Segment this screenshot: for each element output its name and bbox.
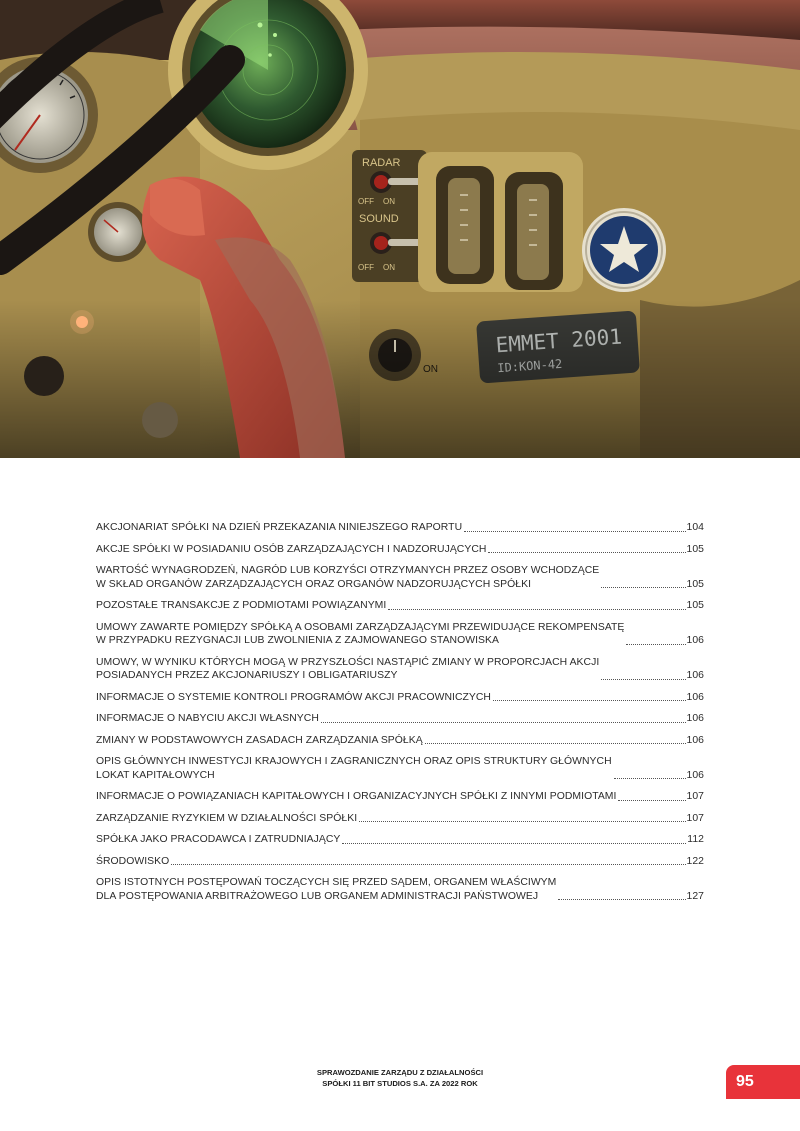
toc-entry-title <box>96 734 423 748</box>
toc-entry-title-line: INFORMACJE O NABYCIU AKCJI WŁASNYCH <box>96 713 319 724</box>
toc-entry-title <box>96 564 599 591</box>
toc-entry[interactable] <box>96 833 704 847</box>
toc-entry-title <box>96 812 357 826</box>
toc-entry-page: 106 <box>686 769 704 781</box>
toc-dot-leader <box>558 899 685 900</box>
toc-entry-title-line: SPÓŁKA JAKO PRACODAWCA I ZATRUDNIAJĄCY <box>96 834 341 845</box>
toc-entry-title-line: UMOWY ZAWARTE POMIĘDZY SPÓŁKĄ A OSOBAMI ZARZĄDZAJĄCYMI PRZEWIDUJĄCE REKOMPENSATĘ <box>96 621 625 633</box>
toc-entry-title <box>96 855 169 869</box>
toc-entry-title-line: DLA POSTĘPOWANIA ARBITRAŻOWEGO LUB ORGANEM ADMINISTRACJI PAŃSTWOWEJ <box>96 890 539 902</box>
toc-entry-title <box>96 790 616 804</box>
toc-entry[interactable] <box>96 734 704 748</box>
toc-entry[interactable] <box>96 564 704 591</box>
toc-entry[interactable] <box>96 599 704 613</box>
toc-entry-page: 106 <box>686 734 704 746</box>
toc-entry-title-line: AKCJONARIAT SPÓŁKI NA DZIEŃ PRZEKAZANIA NINIEJSZEGO RAPORTU <box>96 522 463 533</box>
toc-entry[interactable] <box>96 712 704 726</box>
cockpit-scene <box>0 0 800 458</box>
toc-entry-title-line: W SKŁAD ORGANÓW ZARZĄDZAJĄCYCH ORAZ ORGANÓW NADZORUJĄCYCH SPÓŁKI <box>96 578 532 590</box>
toc-entry-page: 107 <box>686 791 704 802</box>
toc-entry-title-line: ŚRODOWISKO <box>96 855 170 867</box>
toc-entry[interactable] <box>96 876 704 903</box>
mission-emblem <box>582 208 666 292</box>
toc-entry-title <box>96 712 319 726</box>
toc-entry-title <box>96 755 612 782</box>
table-of-contents <box>96 521 704 911</box>
toc-entry[interactable] <box>96 656 704 683</box>
toc-dot-leader <box>618 800 685 801</box>
toc-dot-leader <box>493 700 686 701</box>
toc-entry[interactable] <box>96 812 704 826</box>
toc-entry-title <box>96 621 624 648</box>
toc-entry-title <box>96 521 462 535</box>
toc-entry[interactable] <box>96 691 704 705</box>
toc-dot-leader <box>626 644 685 645</box>
toc-entry-title <box>96 691 491 705</box>
toc-entry[interactable] <box>96 521 704 535</box>
toc-entry-title-line: INFORMACJE O SYSTEMIE KONTROLI PROGRAMÓW AKCJI PRACOWNICZYCH <box>96 691 491 703</box>
toc-entry-title-line: ZMIANY W PODSTAWOWYCH ZASADACH ZARZĄDZANIA SPÓŁKĄ <box>96 734 423 746</box>
toc-dot-leader <box>342 843 686 844</box>
toc-entry-title-line: POZOSTAŁE TRANSAKCJE Z PODMIOTAMI POWIĄZANYMI <box>96 600 387 611</box>
page-number-badge <box>726 1065 800 1099</box>
toc-entry-title-line: ZARZĄDZANIE RYZYKIEM W DZIAŁALNOŚCI SPÓŁKI <box>96 812 358 824</box>
sound-label: SOUND <box>359 213 399 225</box>
toc-entry[interactable] <box>96 621 704 648</box>
toc-entry-title <box>96 656 599 683</box>
toc-entry-title-line: POSIADANYCH PRZEZ AKCJONARIUSZY I OBLIGATARIUSZY <box>96 670 398 681</box>
toc-entry-page: 107 <box>686 812 704 824</box>
toc-entry-page: 106 <box>686 670 704 681</box>
toc-entry-title-line: AKCJE SPÓŁKI W POSIADANIU OSÓB ZARZĄDZAJĄCYCH I NADZORUJĄCYCH <box>96 543 487 555</box>
footer-report-title <box>250 1068 550 1089</box>
toc-entry-title <box>96 599 386 613</box>
cover-illustration <box>0 0 800 458</box>
toc-entry-title <box>96 833 340 847</box>
toc-entry-page: 122 <box>686 855 704 867</box>
toc-entry-title-line: OPIS GŁÓWNYCH INWESTYCJI KRAJOWYCH I ZAGRANICZNYCH ORAZ OPIS STRUKTURY GŁÓWNYCH <box>96 756 612 767</box>
radar-on-label: ON <box>383 197 395 206</box>
toc-entry-page: 106 <box>686 713 704 724</box>
toc-dot-leader <box>321 722 686 723</box>
page-number: 95 <box>736 1073 754 1090</box>
toc-entry-page: 106 <box>686 691 704 703</box>
toc-dot-leader <box>171 864 685 865</box>
toc-entry[interactable] <box>96 855 704 869</box>
toc-entry-title-line: OPIS ISTOTNYCH POSTĘPOWAŃ TOCZĄCYCH SIĘ PRZED SĄDEM, ORGANEM WŁAŚCIWYM <box>96 877 557 888</box>
toc-entry-page: 105 <box>686 578 704 590</box>
toc-entry[interactable] <box>96 755 704 782</box>
toc-dot-leader <box>388 609 685 610</box>
toc-entry-page: 106 <box>686 635 704 646</box>
toc-entry[interactable] <box>96 790 704 804</box>
toc-dot-leader <box>464 531 685 532</box>
small-gauge <box>88 202 148 262</box>
radar-off-label: OFF <box>358 197 374 206</box>
toc-dot-leader <box>425 743 686 744</box>
sound-off-label: OFF <box>358 263 374 272</box>
toc-dot-leader <box>359 821 685 822</box>
slider-housing <box>418 152 583 292</box>
sound-on-label: ON <box>383 263 395 272</box>
switch-panel <box>352 150 427 282</box>
toc-entry-page: 105 <box>686 600 704 611</box>
footer-title-line-1: SPRAWOZDANIE ZARZĄDU Z DZIAŁALNOŚCI <box>316 1068 484 1077</box>
toc-dot-leader <box>601 587 685 588</box>
toc-entry-page: 127 <box>686 890 704 902</box>
toc-entry-title-line: WARTOŚĆ WYNAGRODZEŃ, NAGRÓD LUB KORZYŚCI OTRZYMANYCH PRZEZ OSOBY WCHODZĄCE <box>96 565 600 576</box>
toc-dot-leader <box>488 552 685 553</box>
toc-entry-title <box>96 876 556 903</box>
toc-dot-leader <box>614 778 686 779</box>
lower-gauge <box>24 356 64 396</box>
toc-entry-title <box>96 543 486 557</box>
toc-dot-leader <box>601 679 685 680</box>
footer-title-line-2: SPÓŁKI 11 BIT STUDIOS S.A. ZA 2022 ROK <box>322 1078 478 1088</box>
toc-entry-page: 104 <box>686 522 704 533</box>
radar-label: RADAR <box>362 157 401 169</box>
toc-entry-title-line: UMOWY, W WYNIKU KTÓRYCH MOGĄ W PRZYSZŁOŚCI NASTĄPIĆ ZMIANY W PROPORCJACH AKCJI <box>96 656 600 668</box>
toc-entry[interactable] <box>96 543 704 557</box>
toc-entry-title-line: W PRZYPADKU REZYGNACJI LUB ZWOLNIENIA Z ZAJMOWANEGO STANOWISKA <box>96 635 499 646</box>
toc-entry-title-line: LOKAT KAPITAŁOWYCH <box>96 769 215 781</box>
toc-entry-page: 112 <box>687 834 704 845</box>
toc-entry-page: 105 <box>686 543 704 555</box>
toc-entry-title-line: INFORMACJE O POWIĄZANIACH KAPITAŁOWYCH I ORGANIZACYJNYCH SPÓŁKI Z INNYMI PODMIOTAMI <box>96 791 617 802</box>
